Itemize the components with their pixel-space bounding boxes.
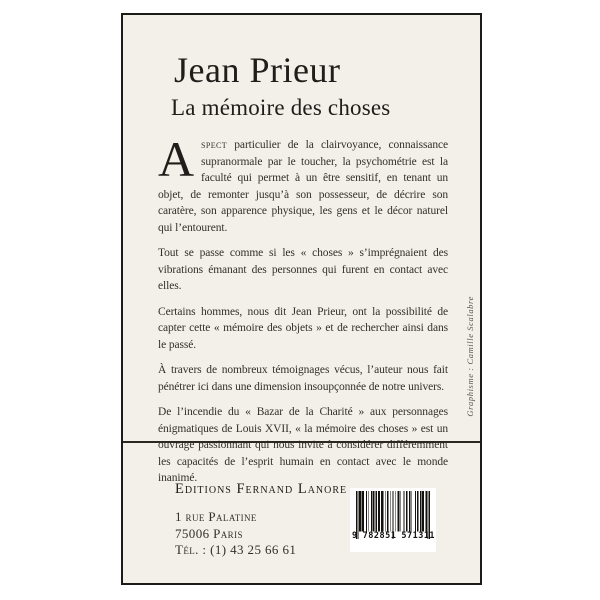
publisher-address-line: Tél. : (1) 43 25 66 61 — [175, 542, 297, 557]
cover-content — [123, 15, 480, 583]
synopsis-paragraph: De l’incendie du « Bazar de la Charité » aux personnages énigmatiques de Louis XVII, « la mémoire des choses » est un ouvrage passionnant qui nous invite à considérer différemment les capacités de l’esprit humain en contact avec le monde inanimé. — [158, 406, 448, 484]
dropcap: A — [158, 131, 195, 187]
publisher-name: Editions Fernand Lanore — [175, 481, 348, 497]
publisher-address-line: 75006 Paris — [175, 525, 243, 541]
synopsis-paragraph — [158, 131, 448, 236]
lead-smallcaps: spect — [201, 139, 228, 151]
divider-rule — [123, 441, 480, 443]
barcode-digits — [352, 531, 434, 541]
synopsis-paragraph: À travers de nombreux témoignages vécus, l’auteur nous fait pénétrer ici dans une dimension insoupçonnée de notre univers. — [158, 364, 448, 393]
publisher-address-line: 1 rue Palatine — [175, 509, 257, 524]
barcode-digit-group: 782851 — [362, 531, 397, 541]
synopsis-paragraph: Certains hommes, nous dit Jean Prieur, ont la possibilité de capter cette « mémoire des objets » et de rechercher ainsi dans le passé. — [158, 305, 448, 351]
synopsis-paragraph: Tout se passe comme si les « choses » s’imprégnaient des vibrations émanant des personnes qui furent en contact avec elles. — [158, 247, 448, 292]
ean13-barcode — [350, 488, 436, 552]
design-credit: Graphisme : Camille Scalabre — [465, 296, 475, 417]
barcode-digit-group: 571311 — [401, 531, 436, 541]
book-title: La mémoire des choses — [171, 94, 391, 120]
book-back-cover — [121, 13, 482, 585]
synopsis-text: particulier de la clairvoyance, connaissance supranormale par le toucher, la psychométrie est la faculté qui permet à un être sensitif, en tenant un objet, de remonter jusqu’à son possesseur, de décrire son caratère, son apparence physique, les gens et le décor naturel qui l’entourent. — [158, 139, 448, 234]
publisher-block — [175, 481, 347, 559]
title-block — [171, 51, 390, 121]
barcode-digit-group: 9 — [352, 531, 358, 541]
author-name: Jean Prieur — [174, 50, 341, 90]
